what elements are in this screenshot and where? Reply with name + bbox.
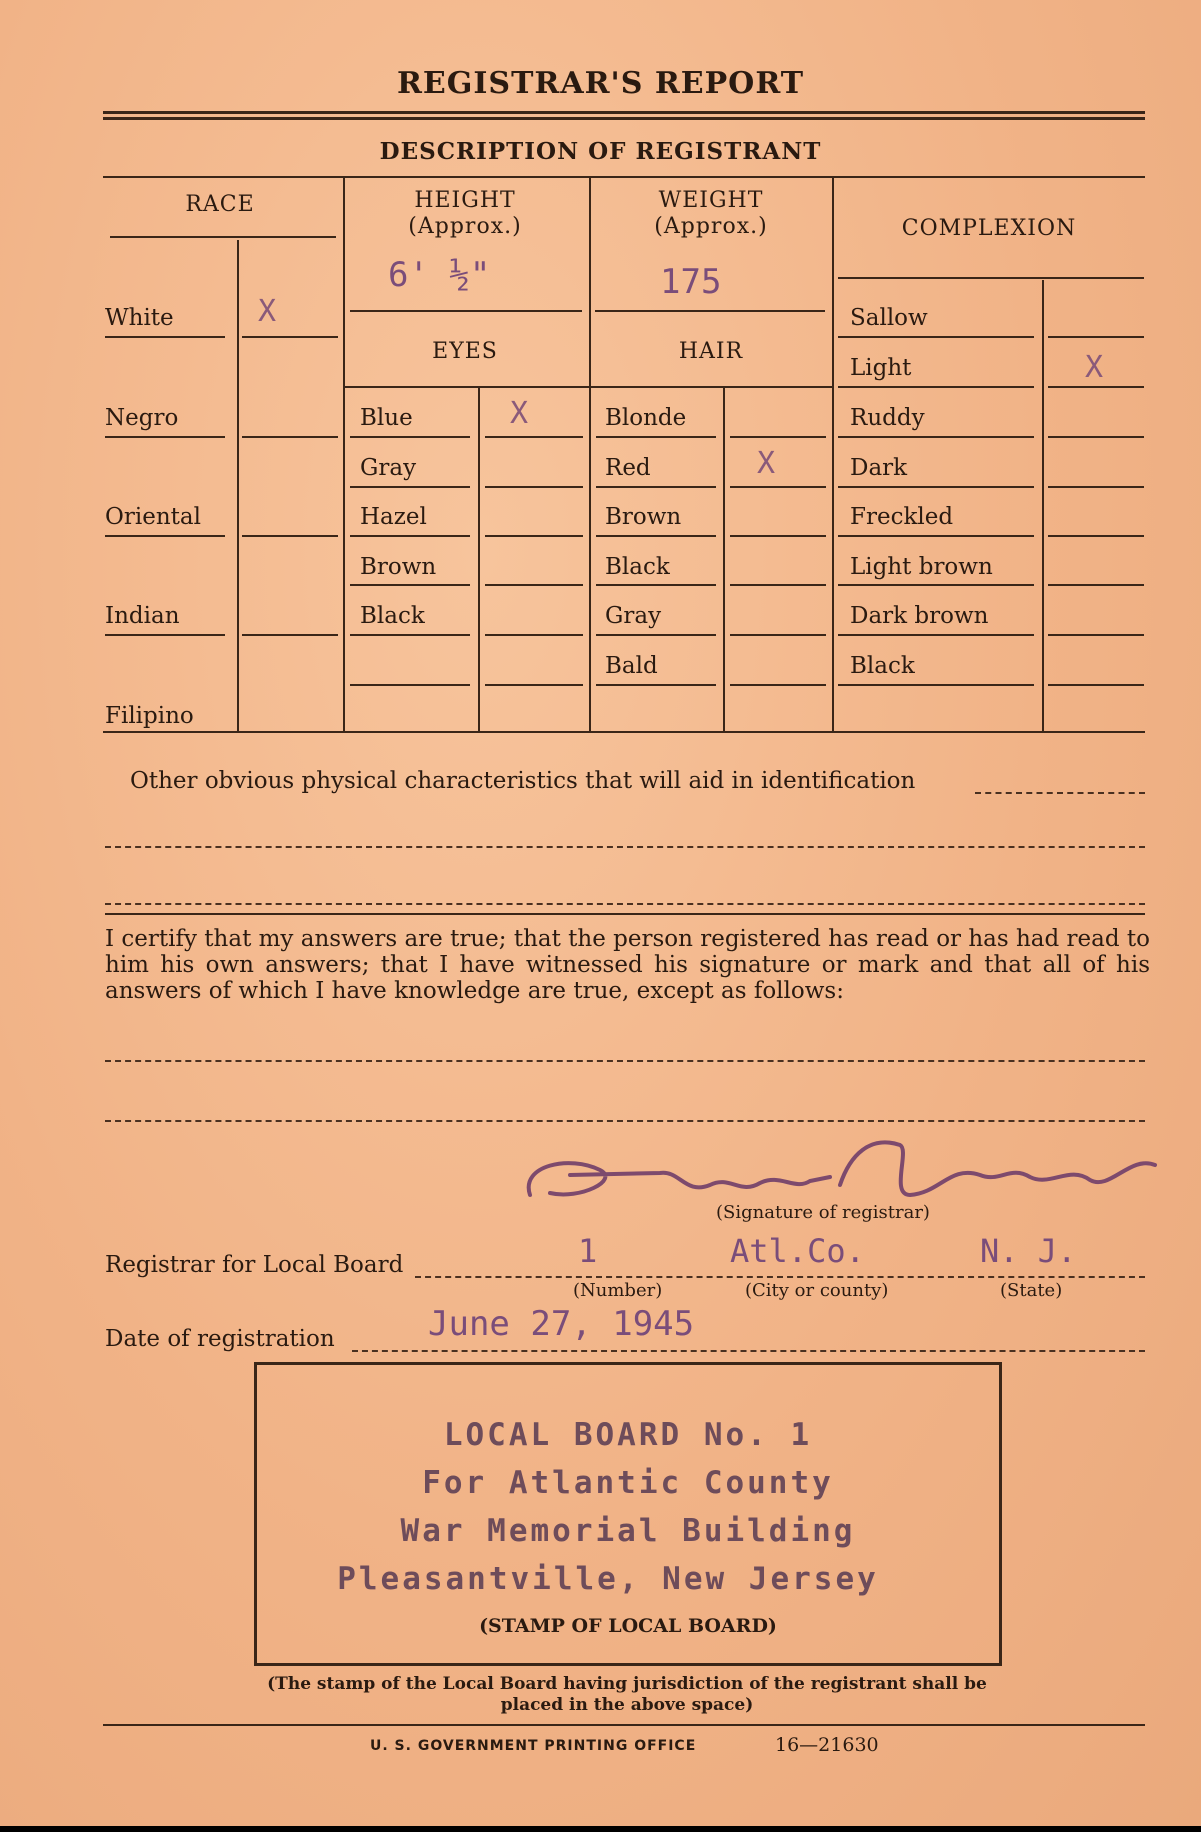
col-divider-2 bbox=[589, 178, 591, 731]
hair-red-mark: X bbox=[757, 446, 776, 481]
stamp-note: (The stamp of the Local Board having jurisdiction of the registrant shall be placed in the above space) bbox=[267, 1674, 987, 1715]
race-oriental-mark-rule bbox=[242, 535, 338, 537]
eyes-mark-rule-3 bbox=[485, 535, 583, 537]
hair-mark-rule-5 bbox=[730, 634, 826, 636]
eyes-mark-divider bbox=[478, 388, 480, 731]
weight-header-line2: (Approx.) bbox=[654, 214, 768, 239]
hair-mark-rule-2 bbox=[730, 486, 826, 488]
race-indian-mark-rule bbox=[242, 634, 338, 636]
hair-rule-6 bbox=[596, 684, 716, 686]
hair-rule-4 bbox=[596, 584, 716, 586]
race-filipino: Filipino bbox=[105, 703, 194, 729]
stamp-caption: (STAMP OF LOCAL BOARD) bbox=[479, 1615, 777, 1637]
complexion-dark: Dark bbox=[850, 455, 908, 481]
complexion-mark-rule-6 bbox=[1048, 584, 1144, 586]
local-board-county-caption: (City or county) bbox=[745, 1280, 889, 1301]
eyes-mark-rule-5 bbox=[485, 634, 583, 636]
local-board-number-caption: (Number) bbox=[573, 1280, 663, 1301]
stamp-line-3: War Memorial Building bbox=[400, 1513, 856, 1549]
local-board-label: Registrar for Local Board bbox=[105, 1252, 404, 1278]
registration-date-label: Date of registration bbox=[105, 1326, 335, 1352]
other-characteristics-label: Other obvious physical characteristics that will aid in identification bbox=[130, 768, 916, 794]
other-characteristics-line-1 bbox=[975, 792, 1145, 794]
complexion-rule-5 bbox=[838, 535, 1034, 537]
complexion-dark-brown: Dark brown bbox=[850, 603, 989, 629]
complexion-light: Light bbox=[850, 355, 912, 381]
race-white-mark-rule bbox=[242, 336, 338, 338]
weight-rule bbox=[595, 310, 825, 312]
race-white-rule bbox=[105, 336, 225, 338]
complexion-black: Black bbox=[850, 653, 915, 679]
hair-mark-rule-1 bbox=[730, 436, 826, 438]
local-board-number: 1 bbox=[578, 1232, 598, 1270]
hair-header-rule bbox=[591, 386, 832, 388]
hair-red: Red bbox=[605, 455, 651, 481]
hair-mark-divider bbox=[723, 388, 725, 731]
race-white: White bbox=[105, 305, 174, 331]
weight-header bbox=[591, 188, 831, 240]
hair-black: Black bbox=[605, 554, 670, 580]
complexion-rule-7 bbox=[838, 634, 1034, 636]
complexion-mark-rule-1 bbox=[1048, 336, 1144, 338]
stamp-line-1: LOCAL BOARD No. 1 bbox=[443, 1417, 813, 1453]
race-negro: Negro bbox=[105, 405, 179, 431]
complexion-mark-rule-5 bbox=[1048, 535, 1144, 537]
race-negro-mark-rule bbox=[242, 436, 338, 438]
local-board-county: Atl.Co. bbox=[730, 1232, 865, 1270]
eyes-header-rule bbox=[345, 386, 589, 388]
race-oriental: Oriental bbox=[105, 504, 201, 530]
eyes-hazel: Hazel bbox=[360, 504, 427, 530]
race-indian: Indian bbox=[105, 603, 180, 629]
footer-form-number: 16—21630 bbox=[775, 1734, 879, 1756]
section-divider bbox=[105, 913, 1145, 915]
eyes-rule-2 bbox=[350, 486, 470, 488]
eyes-rule-1 bbox=[350, 436, 470, 438]
exception-line-2 bbox=[105, 1120, 1145, 1122]
complexion-sallow: Sallow bbox=[850, 305, 928, 331]
complexion-rule-3 bbox=[838, 436, 1034, 438]
complexion-mark-rule-3 bbox=[1048, 436, 1144, 438]
complexion-header-rule bbox=[838, 277, 1144, 279]
hair-bald: Bald bbox=[605, 653, 658, 679]
weight-header-line1: WEIGHT bbox=[658, 188, 764, 213]
footer-printer: U. S. GOVERNMENT PRINTING OFFICE bbox=[370, 1738, 697, 1754]
table-top-rule bbox=[103, 176, 1145, 178]
complexion-rule-1 bbox=[838, 336, 1034, 338]
eyes-rule-5 bbox=[350, 634, 470, 636]
local-board-stamp-box bbox=[254, 1362, 1002, 1666]
hair-brown: Brown bbox=[605, 504, 682, 530]
eyes-header: EYES bbox=[432, 339, 498, 364]
stamp-line-2: For Atlantic County bbox=[422, 1465, 834, 1501]
stamp-line-4: Pleasantville, New Jersey bbox=[337, 1561, 879, 1597]
page-title: REGISTRAR'S REPORT bbox=[396, 66, 805, 101]
height-header-line1: HEIGHT bbox=[414, 188, 516, 213]
eyes-mark-rule-1 bbox=[485, 436, 583, 438]
local-board-state-caption: (State) bbox=[1000, 1280, 1063, 1301]
race-indian-rule bbox=[105, 634, 225, 636]
race-mark-divider bbox=[237, 240, 239, 731]
hair-header: HAIR bbox=[678, 339, 744, 364]
eyes-rule-3 bbox=[350, 535, 470, 537]
eyes-blue: Blue bbox=[360, 405, 413, 431]
height-rule bbox=[350, 310, 582, 312]
height-header-line2: (Approx.) bbox=[408, 214, 522, 239]
race-negro-rule bbox=[105, 436, 225, 438]
eyes-mark-rule-2 bbox=[485, 486, 583, 488]
exception-line-1 bbox=[105, 1060, 1145, 1062]
complexion-light-brown: Light brown bbox=[850, 554, 993, 580]
footer-rule bbox=[103, 1724, 1145, 1726]
complexion-freckled: Freckled bbox=[850, 504, 954, 530]
race-oriental-rule bbox=[105, 535, 225, 537]
eyes-brown: Brown bbox=[360, 554, 437, 580]
other-characteristics-line-2 bbox=[105, 846, 1145, 848]
complexion-rule-4 bbox=[838, 486, 1034, 488]
complexion-rule-8 bbox=[838, 684, 1034, 686]
height-header bbox=[345, 188, 585, 240]
registration-date-line bbox=[352, 1350, 1145, 1352]
eyes-gray: Gray bbox=[360, 455, 417, 481]
complexion-mark-rule-7 bbox=[1048, 634, 1144, 636]
hair-rule-2 bbox=[596, 486, 716, 488]
eyes-rule-4 bbox=[350, 584, 470, 586]
hair-rule-5 bbox=[596, 634, 716, 636]
signature-caption: (Signature of registrar) bbox=[716, 1202, 930, 1223]
complexion-ruddy: Ruddy bbox=[850, 405, 925, 431]
race-header: RACE bbox=[185, 192, 255, 217]
eyes-blue-mark: X bbox=[510, 396, 529, 431]
hair-blonde: Blonde bbox=[605, 405, 687, 431]
section-subtitle: DESCRIPTION OF REGISTRANT bbox=[379, 138, 822, 165]
local-board-line bbox=[415, 1276, 1145, 1278]
hair-mark-rule-4 bbox=[730, 584, 826, 586]
table-bottom-rule bbox=[103, 731, 1145, 733]
col-divider-1 bbox=[343, 178, 345, 731]
complexion-mark-divider bbox=[1042, 280, 1044, 731]
weight-value: 175 bbox=[660, 262, 722, 302]
hair-gray: Gray bbox=[605, 603, 662, 629]
registration-date-value: June 27, 1945 bbox=[428, 1304, 695, 1344]
complexion-light-mark: X bbox=[1085, 350, 1104, 385]
race-white-mark: X bbox=[258, 294, 277, 329]
title-rule-top bbox=[103, 111, 1145, 114]
certification-text: I certify that my answers are true; that the person registered has read or has had read to him his own answers; that I have witnessed his signature or mark and that all of his answers of which I have knowledge are true, except as follows: bbox=[105, 926, 1150, 1004]
col-divider-3 bbox=[832, 178, 834, 731]
race-header-rule bbox=[110, 236, 336, 238]
hair-mark-rule-3 bbox=[730, 535, 826, 537]
complexion-mark-rule-2 bbox=[1048, 386, 1144, 388]
other-characteristics-line-3 bbox=[105, 903, 1145, 905]
hair-rule-1 bbox=[596, 436, 716, 438]
eyes-rule-6 bbox=[350, 684, 470, 686]
eyes-mark-rule-6 bbox=[485, 684, 583, 686]
title-rule-bottom bbox=[103, 117, 1145, 120]
local-board-state: N. J. bbox=[980, 1232, 1077, 1270]
eyes-black: Black bbox=[360, 603, 425, 629]
hair-mark-rule-6 bbox=[730, 684, 826, 686]
hair-rule-3 bbox=[596, 535, 716, 537]
height-value: 6' ½" bbox=[388, 255, 491, 295]
complexion-mark-rule-8 bbox=[1048, 684, 1144, 686]
complexion-rule-2 bbox=[838, 386, 1034, 388]
complexion-rule-6 bbox=[838, 584, 1034, 586]
complexion-header: COMPLEXION bbox=[901, 216, 1077, 241]
eyes-mark-rule-4 bbox=[485, 584, 583, 586]
complexion-mark-rule-4 bbox=[1048, 486, 1144, 488]
